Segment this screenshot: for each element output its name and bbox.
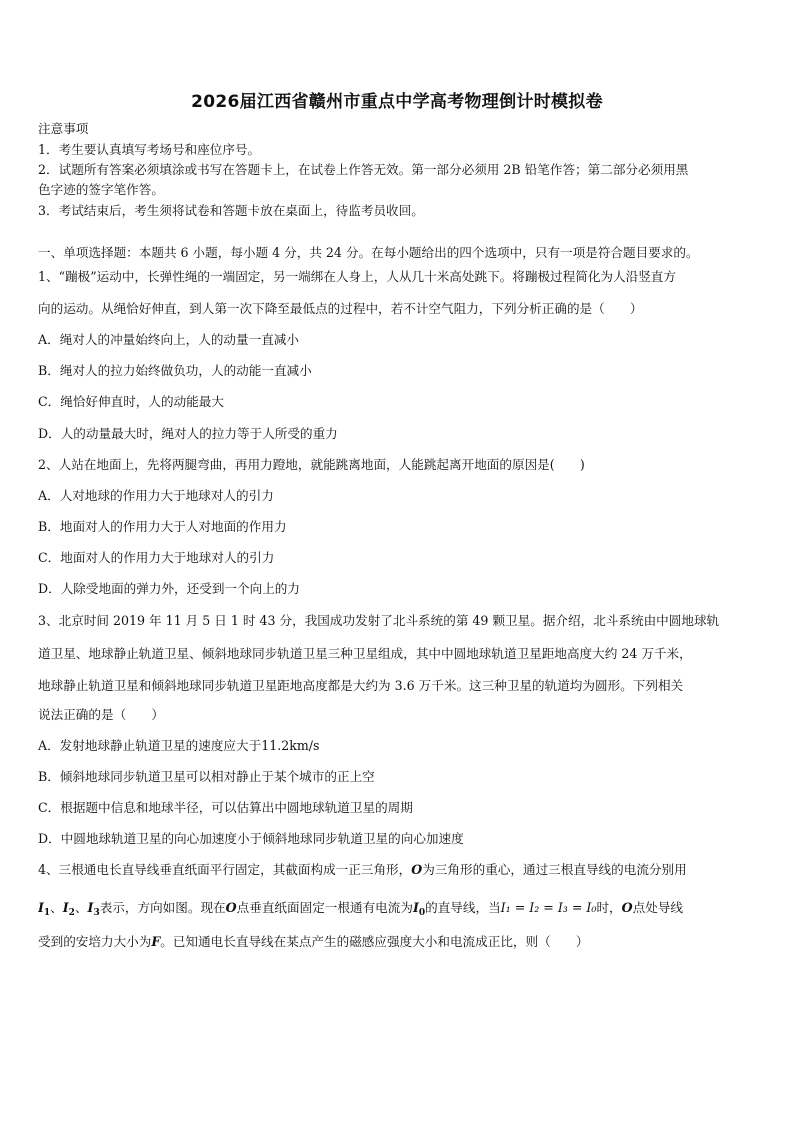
q4-equation: I₁ = I₂ = I₃ = I₀ bbox=[500, 900, 597, 915]
q1-option-b: B．绳对人的拉力始终做负功，人的动能一直减小 bbox=[38, 363, 312, 378]
q4-text: 点处导线 bbox=[632, 900, 683, 915]
q1-option-c: C．绳恰好伸直时，人的动能最大 bbox=[38, 394, 224, 409]
q3-option-c: C．根据题中信息和地球半径，可以估算出中圆地球轨道卫星的周期 bbox=[38, 800, 413, 815]
q4-text: 表示，方向如图。现在 bbox=[99, 900, 226, 915]
q3-option-a: A．发射地球静止轨道卫星的速度应大于11.2km/s bbox=[38, 738, 320, 753]
q4-symbol-i: I bbox=[38, 900, 44, 915]
q4-separator: 、 bbox=[50, 900, 63, 915]
q1-option-d: D．人的动量最大时，绳对人的拉力等于人所受的重力 bbox=[38, 426, 338, 441]
q4-symbol-o: O bbox=[225, 900, 237, 915]
q4-stem-line-1 bbox=[38, 861, 762, 879]
q3-option-b: B．倾斜地球同步轨道卫星可以相对静止于某个城市的正上空 bbox=[38, 769, 375, 784]
q4-symbol-o: O bbox=[621, 900, 633, 915]
q1-stem-line-1: 1、“蹦极”运动中，长弹性绳的一端固定，另一端绑在人身上，人从几十米高处跳下。将蹦极过程简化为人沿竖直方 bbox=[38, 269, 676, 284]
q4-text: 的直导线，当 bbox=[425, 900, 501, 915]
q2-option-d: D．人除受地面的弹力外，还受到一个向上的力 bbox=[38, 581, 300, 596]
q2-stem: 2、人站在地面上，先将两腿弯曲，再用力蹬地，就能跳离地面，人能跳起离开地面的原因是( ) bbox=[38, 457, 585, 472]
q4-symbol-i: I bbox=[87, 900, 94, 915]
q1-option-a: A．绳对人的冲量始终向上，人的动量一直减小 bbox=[38, 332, 299, 347]
q4-text: 点垂直纸面固定一根通有电流为 bbox=[236, 900, 413, 915]
q4-subscript: 0 bbox=[418, 908, 426, 918]
notice-item-3: 3．考试结束后，考生须将试卷和答题卡放在桌面上，待监考员收回。 bbox=[38, 203, 424, 218]
section-heading: 一、单项选择题：本题共 6 小题，每小题 4 分，共 24 分。在每小题给出的四个选项中，只有一项是符合题目要求的。 bbox=[38, 245, 699, 260]
q4-text: 。已知通电长直导线在某点产生的磁感应强度大小和电流成正比，则（ ） bbox=[160, 934, 589, 949]
q4-subscript: 2 bbox=[68, 908, 75, 918]
q4-separator: 、 bbox=[74, 900, 88, 915]
q4-text: 4、三根通电长直导线垂直纸面平行固定，其截面构成一正三角形， bbox=[38, 862, 412, 877]
notice-item-2: 2．试题所有答案必须填涂或书写在答题卡上，在试卷上作答无效。第一部分必须用 2B 铅笔作答；第二部分必须用黑 bbox=[38, 162, 689, 177]
q4-subscript: 3 bbox=[93, 908, 100, 918]
q4-symbol-i0: I bbox=[412, 900, 419, 915]
q4-subscript: 1 bbox=[43, 908, 51, 918]
notice-item-2-cont: 色字迹的签字笔作答。 bbox=[38, 182, 164, 197]
notice-heading: 注意事项 bbox=[38, 121, 89, 136]
q4-symbol-o: O bbox=[411, 862, 423, 877]
q3-stem-line-3: 地球静止轨道卫星和倾斜地球同步轨道卫星距地高度都是大约为 3.6 万千米。这三种卫星的轨道均为圆形。下列相关 bbox=[38, 678, 684, 693]
q3-stem-line-2: 道卫星、地球静止轨道卫星、倾斜地球同步轨道卫星三种卫星组成，其中中圆地球轨道卫星距地高度大约 24 万千米， bbox=[38, 646, 692, 661]
q4-stem-line-3 bbox=[38, 933, 762, 951]
page-title: 2026届江西省赣州市重点中学高考物理倒计时模拟卷 bbox=[191, 92, 603, 112]
q1-stem-line-2: 向的运动。从绳恰好伸直，到人第一次下降至最低点的过程中，若不计空气阻力，下列分析正确的是（ ） bbox=[38, 301, 643, 316]
q3-stem-line-4: 说法正确的是（ ） bbox=[38, 707, 164, 722]
q4-stem-line-2 bbox=[38, 899, 762, 922]
q3-stem-line-1: 3、北京时间 2019 年 11 月 5 日 1 时 43 分，我国成功发射了北斗系统的第 49 颗卫星。据介绍，北斗系统由中圆地球轨 bbox=[38, 613, 720, 628]
q4-symbol-i: I bbox=[62, 900, 69, 915]
q3-option-d: D．中圆地球轨道卫星的向心加速度小于倾斜地球同步轨道卫星的向心加速度 bbox=[38, 831, 464, 846]
q2-option-c: C．地面对人的作用力大于地球对人的引力 bbox=[38, 550, 275, 565]
q4-text: 时， bbox=[596, 900, 622, 915]
q2-option-b: B．地面对人的作用力大于人对地面的作用力 bbox=[38, 519, 287, 534]
q4-text: 为三角形的重心，通过三根直导线的电流分别用 bbox=[422, 862, 687, 877]
notice-item-1: 1．考生要认真填写考场号和座位序号。 bbox=[38, 142, 261, 157]
q4-text: 受到的安培力大小为 bbox=[38, 934, 152, 949]
q2-option-a: A．人对地球的作用力大于地球对人的引力 bbox=[38, 488, 274, 503]
q4-symbol-f: F bbox=[151, 934, 161, 949]
